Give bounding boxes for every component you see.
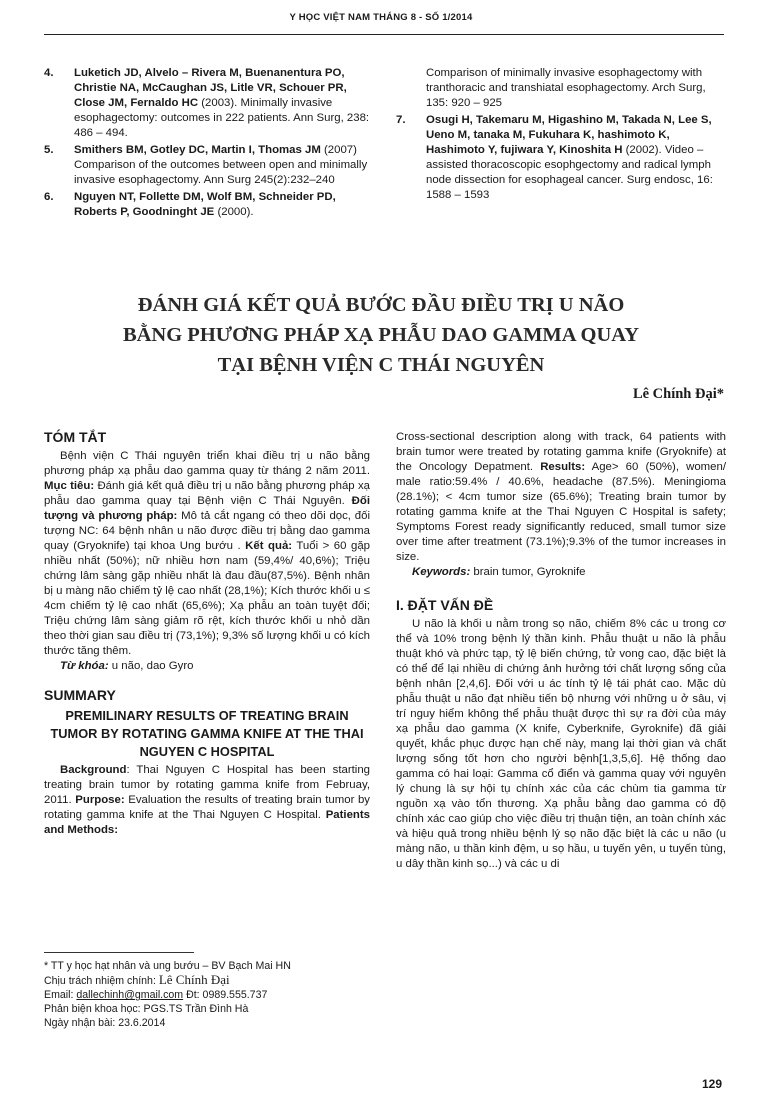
abstract-text: Đánh giá kết quả điều trị u não bằng phương pháp xạ phẫu dao gamma quay tại Bệnh viện C Thái Nguyên. (44, 480, 370, 507)
results-label: Kết quả: (245, 540, 293, 552)
email-link[interactable]: dallechinh@gmail.com (76, 989, 184, 1001)
footnote-affiliation: * TT y học hạt nhân và ung bướu – BV Bạch Mai HN (44, 960, 291, 972)
responsible-label: Chịu trách nhiệm chính: (44, 975, 159, 987)
section-paragraph: U não là khối u nằm trong sọ não, chiếm 8% các u trong cơ thể và 10% trong bệnh lý thần kinh. Phẫu thuật u não là phẫu thuật khó và phức tạp, tỷ lệ biến chứng, tử vong cao, đặc biệt là có thể để lại nhiều di chứng ảnh hưởng tới chất lượng sống của bệnh nhân [2,4,6]. Đối với u ác tính tỷ lệ tái phát cao. Mặc dù phẫu thuật u não đạt nhiều tiến bộ nhưng với những u ở sâu, vị trí nguy hiểm không thể phẫu thuật được thì sự ra đời của máy xạ phẫu dao gamma (X knife, Cyberknife, Gyroknife) đã giải quyết, khắc phục được hạn chế này, mang lại thời gian và chất lượng sống tốt hơn cho người bệnh[1,3,5,6]. Hệ thống dao gamma có hai loại: Gamma cổ điển và gamma quay với nguyên lý chung là sự hội tụ chính xác của các chùm tia gamma từ nguồn xạ vào tổn thương. Xạ phẫu bằng dao gamma có độ chính xác cao giúp cho việc điều trị thuận tiện, an toàn chính xác và hiệu quả trong nhiều bệnh lý sọ não đặc biệt là các u não (u màng não, u thần kinh đệm, u sọ hầu, u tuyến yên, u tuyến tùng, u dây thần kinh sọ...) và các u di (396, 618, 726, 870)
journal-header: Y HỌC VIỆT NAM THÁNG 8 - SỐ 1/2014 (289, 12, 473, 23)
background-label: Background (60, 764, 127, 776)
footnote-date: Ngày nhận bài: 23.6.2014 (44, 1017, 166, 1029)
reference-number: 5. (44, 144, 54, 156)
header-rule (44, 34, 724, 35)
right-column (396, 430, 726, 872)
keywords-label: Keywords: (412, 566, 471, 578)
abstract-text: Mô tả cắt ngang có theo dõi dọc, đối tượng NC: 64 bệnh nhân u não được điều trị bằng dao gamma quay (Gryoknife) tại khoa Ung bướu . (44, 510, 370, 552)
article-title (60, 290, 702, 380)
reference-item (44, 143, 370, 188)
section-heading: I. ĐẶT VẤN ĐỀ (396, 597, 494, 613)
footnote (44, 952, 370, 1030)
reference-details: (2003). Minimally invasive esophagectomy: outcomes in 222 patients. Ann Surg, 238: 486 – 494. (74, 97, 370, 139)
reference-number: 6. (44, 191, 54, 203)
left-column (44, 430, 370, 838)
references-right (396, 66, 726, 205)
reference-item (396, 113, 726, 203)
article-author: Lê Chính Đại* (632, 386, 724, 402)
reference-authors: Smithers BM, Gotley DC, Martin I, Thomas JM (74, 144, 321, 156)
summary-text: Evaluation the results of treating brain tumor by rotating gamma knife at the Thai Nguyen C Hospital. (44, 794, 370, 821)
reference-details: (2002). Video – assisted thoracoscopic esophgectomy and radical lymph node dissection for esophageal cancer. Surg endosc, 16: 1588 – 1593 (426, 144, 713, 201)
summary-text: : Thai Nguyen C Hospital has been starting treating brain tumor by rotating gamma knife from Februay, 2011. (44, 764, 370, 806)
summary-results-label: Results: (540, 461, 586, 473)
summary-paragraph (44, 763, 370, 838)
footnote-rule (44, 952, 194, 953)
email-label: Email: (44, 989, 77, 1001)
reference-item (44, 66, 370, 141)
summary-title: PREMILINARY RESULTS OF TREATING BRAIN TUMOR BY ROTATING GAMMA KNIFE AT THE THAI NGUYEN C HOSPITAL (50, 708, 364, 759)
footnote-contact (44, 988, 370, 1002)
reference-number: 7. (396, 114, 406, 126)
page-number: 129 (701, 1077, 722, 1091)
summary-keywords (396, 565, 726, 580)
reference-number: 4. (44, 67, 54, 79)
title-line: TẠI BỆNH VIỆN C THÁI NGUYÊN (217, 354, 545, 376)
abstract-paragraph (44, 449, 370, 659)
purpose-label: Purpose: (75, 794, 125, 806)
keywords-text: brain tumor, Gyroknife (470, 566, 586, 578)
references-left (44, 66, 370, 222)
abstract-text: Bệnh viện C Thái nguyên triển khai điều trị u não bằng phương pháp xạ phẫu dao gamma quay từ tháng 2 năm 2011. (44, 450, 370, 477)
summary-text: Age> 60 (50%), women/ male ratio:59.4% / 40.6%, headache (87.5%). Meningioma (28.1%); < 4cm tumor size (65.6%); Treating brain tumor by rotating gamma knife at the Thai Nguyen C Hospital is safety; Symptoms Forest ready significantly reduced, small tumor size over time after treatment (73.1%);9.3% of the tumor increases in size. (396, 461, 726, 563)
patients-methods-label: Patients and Methods: (44, 809, 370, 836)
title-line: BẰNG PHƯƠNG PHÁP XẠ PHẪU DAO GAMMA QUAY (122, 324, 640, 346)
keywords-line (44, 659, 370, 674)
summary-text: Cross-sectional description along with track, 64 patients with brain tumor were treated by rotating gamma knife (Gryoknife) at the Oncology Depatment. (396, 431, 726, 473)
reference-details: (2000). (214, 206, 254, 218)
responsible-name: Lê Chính Đại (158, 972, 230, 987)
reference-authors: Nguyen NT, Follette DM, Wolf BM, Schneider PD, Roberts P, Goodninght JE (74, 191, 336, 218)
reference-authors: Osugi H, Takemaru M, Higashino M, Takada N, Lee S, Ueno M, tanaka M, Fukuhara K, hashimoto K, Hashimoto Y, fujiwara Y, Kinoshita H (426, 114, 712, 156)
keywords-text: u não, dao Gyro (108, 660, 194, 672)
summary-heading: SUMMARY (44, 687, 116, 703)
methods-label: Đối tượng và phương pháp: (44, 495, 370, 522)
abstract-heading: TÓM TẮT (44, 429, 107, 445)
reference-details: Comparison of minimally invasive esophagectomy with tranthoracic and transhiatal esophagectomy. Arch Surg, 135: 920 – 925 (426, 67, 706, 109)
keywords-label: Từ khóa: (60, 660, 109, 672)
reference-authors: Luketich JD, Alvelo – Rivera M, Buenanentura PO, Christie NA, McCaughan JS, Litle VR, Schouer PR, Close JM, Fernaldo HC (74, 67, 347, 109)
phone-number: Đt: 0989.555.737 (183, 989, 268, 1001)
reference-details: (2007) Comparison of the outcomes between open and minimally invasive esophagectomy. Ann Surg 245(2):232–240 (74, 144, 368, 186)
summary-continuation (396, 430, 726, 565)
objective-label: Mục tiêu: (44, 480, 95, 492)
abstract-text: Tuổi > 60 gặp nhiều nhất (50%); nữ nhiều hơn nam (59,4%/ 40,6%); Triệu chứng lâm sàng gặp nhiều nhất là đau đầu(87,5%). Bệnh nhân bị u màng não chiếm tỷ lệ cao nhất (28,1%); Kích thước khối u ≤ 4cm chiếm tỷ lệ cao nhất (65,6%); Xạ phẫu an toàn tuyệt đối; Triệu chứng lâm sàng giảm rõ rệt, kích thước khối u nhỏ dần theo thời gian sau điều trị (73,1%); 9,3% số lượng khối u có kích thước tăng thêm. (44, 540, 370, 657)
footnote-reviewer: Phản biện khoa học: PGS.TS Trần Đình Hà (44, 1003, 249, 1015)
footnote-responsible (44, 973, 370, 988)
reference-continuation (396, 66, 726, 111)
title-line: ĐÁNH GIÁ KẾT QUẢ BƯỚC ĐẦU ĐIỀU TRỊ U NÃO (137, 294, 625, 316)
reference-item (44, 190, 370, 220)
